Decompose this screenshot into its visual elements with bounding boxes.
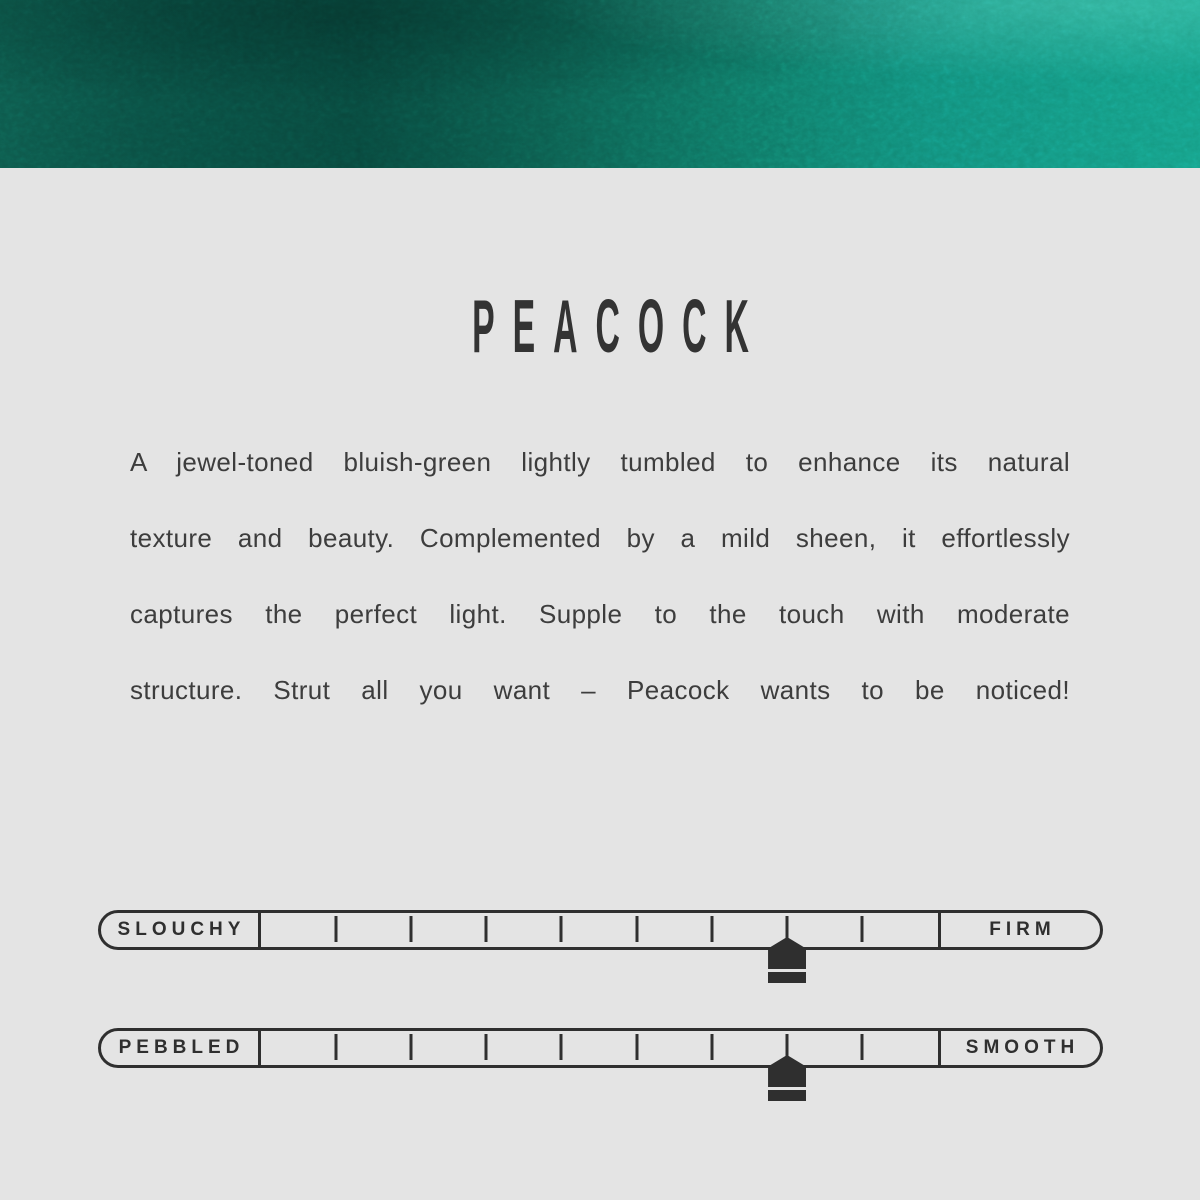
- description-line: A jewel-toned bluish-green lightly tumbled to enhance its natural: [130, 447, 1070, 477]
- scale-marker: [768, 937, 806, 983]
- marker-base-bar: [768, 1090, 806, 1101]
- tick-mark: [861, 1034, 864, 1060]
- texture-scale: [98, 1028, 1103, 1068]
- tick-mark: [409, 1034, 412, 1060]
- description-line: texture and beauty. Complemented by a mild sheen, it effortlessly: [130, 523, 1070, 553]
- tick-mark: [409, 916, 412, 942]
- tick-mark: [485, 1034, 488, 1060]
- hero-leather-texture: [0, 0, 1200, 168]
- marker-pointer-icon: [768, 1055, 806, 1087]
- firmness-scale-track: [261, 913, 938, 947]
- slouchy-label: SLOUCHY: [117, 919, 246, 940]
- marker-pointer-icon: [768, 937, 806, 969]
- texture-scale-left-section: [101, 1031, 261, 1065]
- firmness-scale: [98, 910, 1103, 950]
- tick-mark: [635, 916, 638, 942]
- smooth-label: SMOOTH: [965, 1037, 1080, 1058]
- tick-mark: [635, 1034, 638, 1060]
- description-line: captures the perfect light. Supple to the touch with moderate: [130, 599, 1070, 629]
- color-description: [130, 424, 1070, 728]
- page-title: PEACOCK: [472, 284, 768, 368]
- texture-scale-track: [261, 1031, 938, 1065]
- tick-mark: [334, 916, 337, 942]
- tick-mark: [560, 1034, 563, 1060]
- tick-mark: [861, 916, 864, 942]
- tick-mark: [710, 1034, 713, 1060]
- firmness-scale-left-section: [101, 913, 261, 947]
- firmness-scale-right-section: [938, 913, 1100, 947]
- title-section: [0, 284, 1200, 368]
- tick-mark: [710, 916, 713, 942]
- marker-base-bar: [768, 972, 806, 983]
- texture-scale-right-section: [938, 1031, 1100, 1065]
- pebbled-label: PEBBLED: [118, 1037, 245, 1058]
- scale-marker: [768, 1055, 806, 1101]
- attribute-scales: [98, 910, 1103, 1068]
- firm-label: FIRM: [989, 919, 1056, 940]
- tick-mark: [560, 916, 563, 942]
- tick-mark: [334, 1034, 337, 1060]
- description-line: structure. Strut all you want – Peacock wants to be noticed!: [130, 675, 1070, 705]
- tick-mark: [485, 916, 488, 942]
- leather-texture-image: [0, 0, 1200, 168]
